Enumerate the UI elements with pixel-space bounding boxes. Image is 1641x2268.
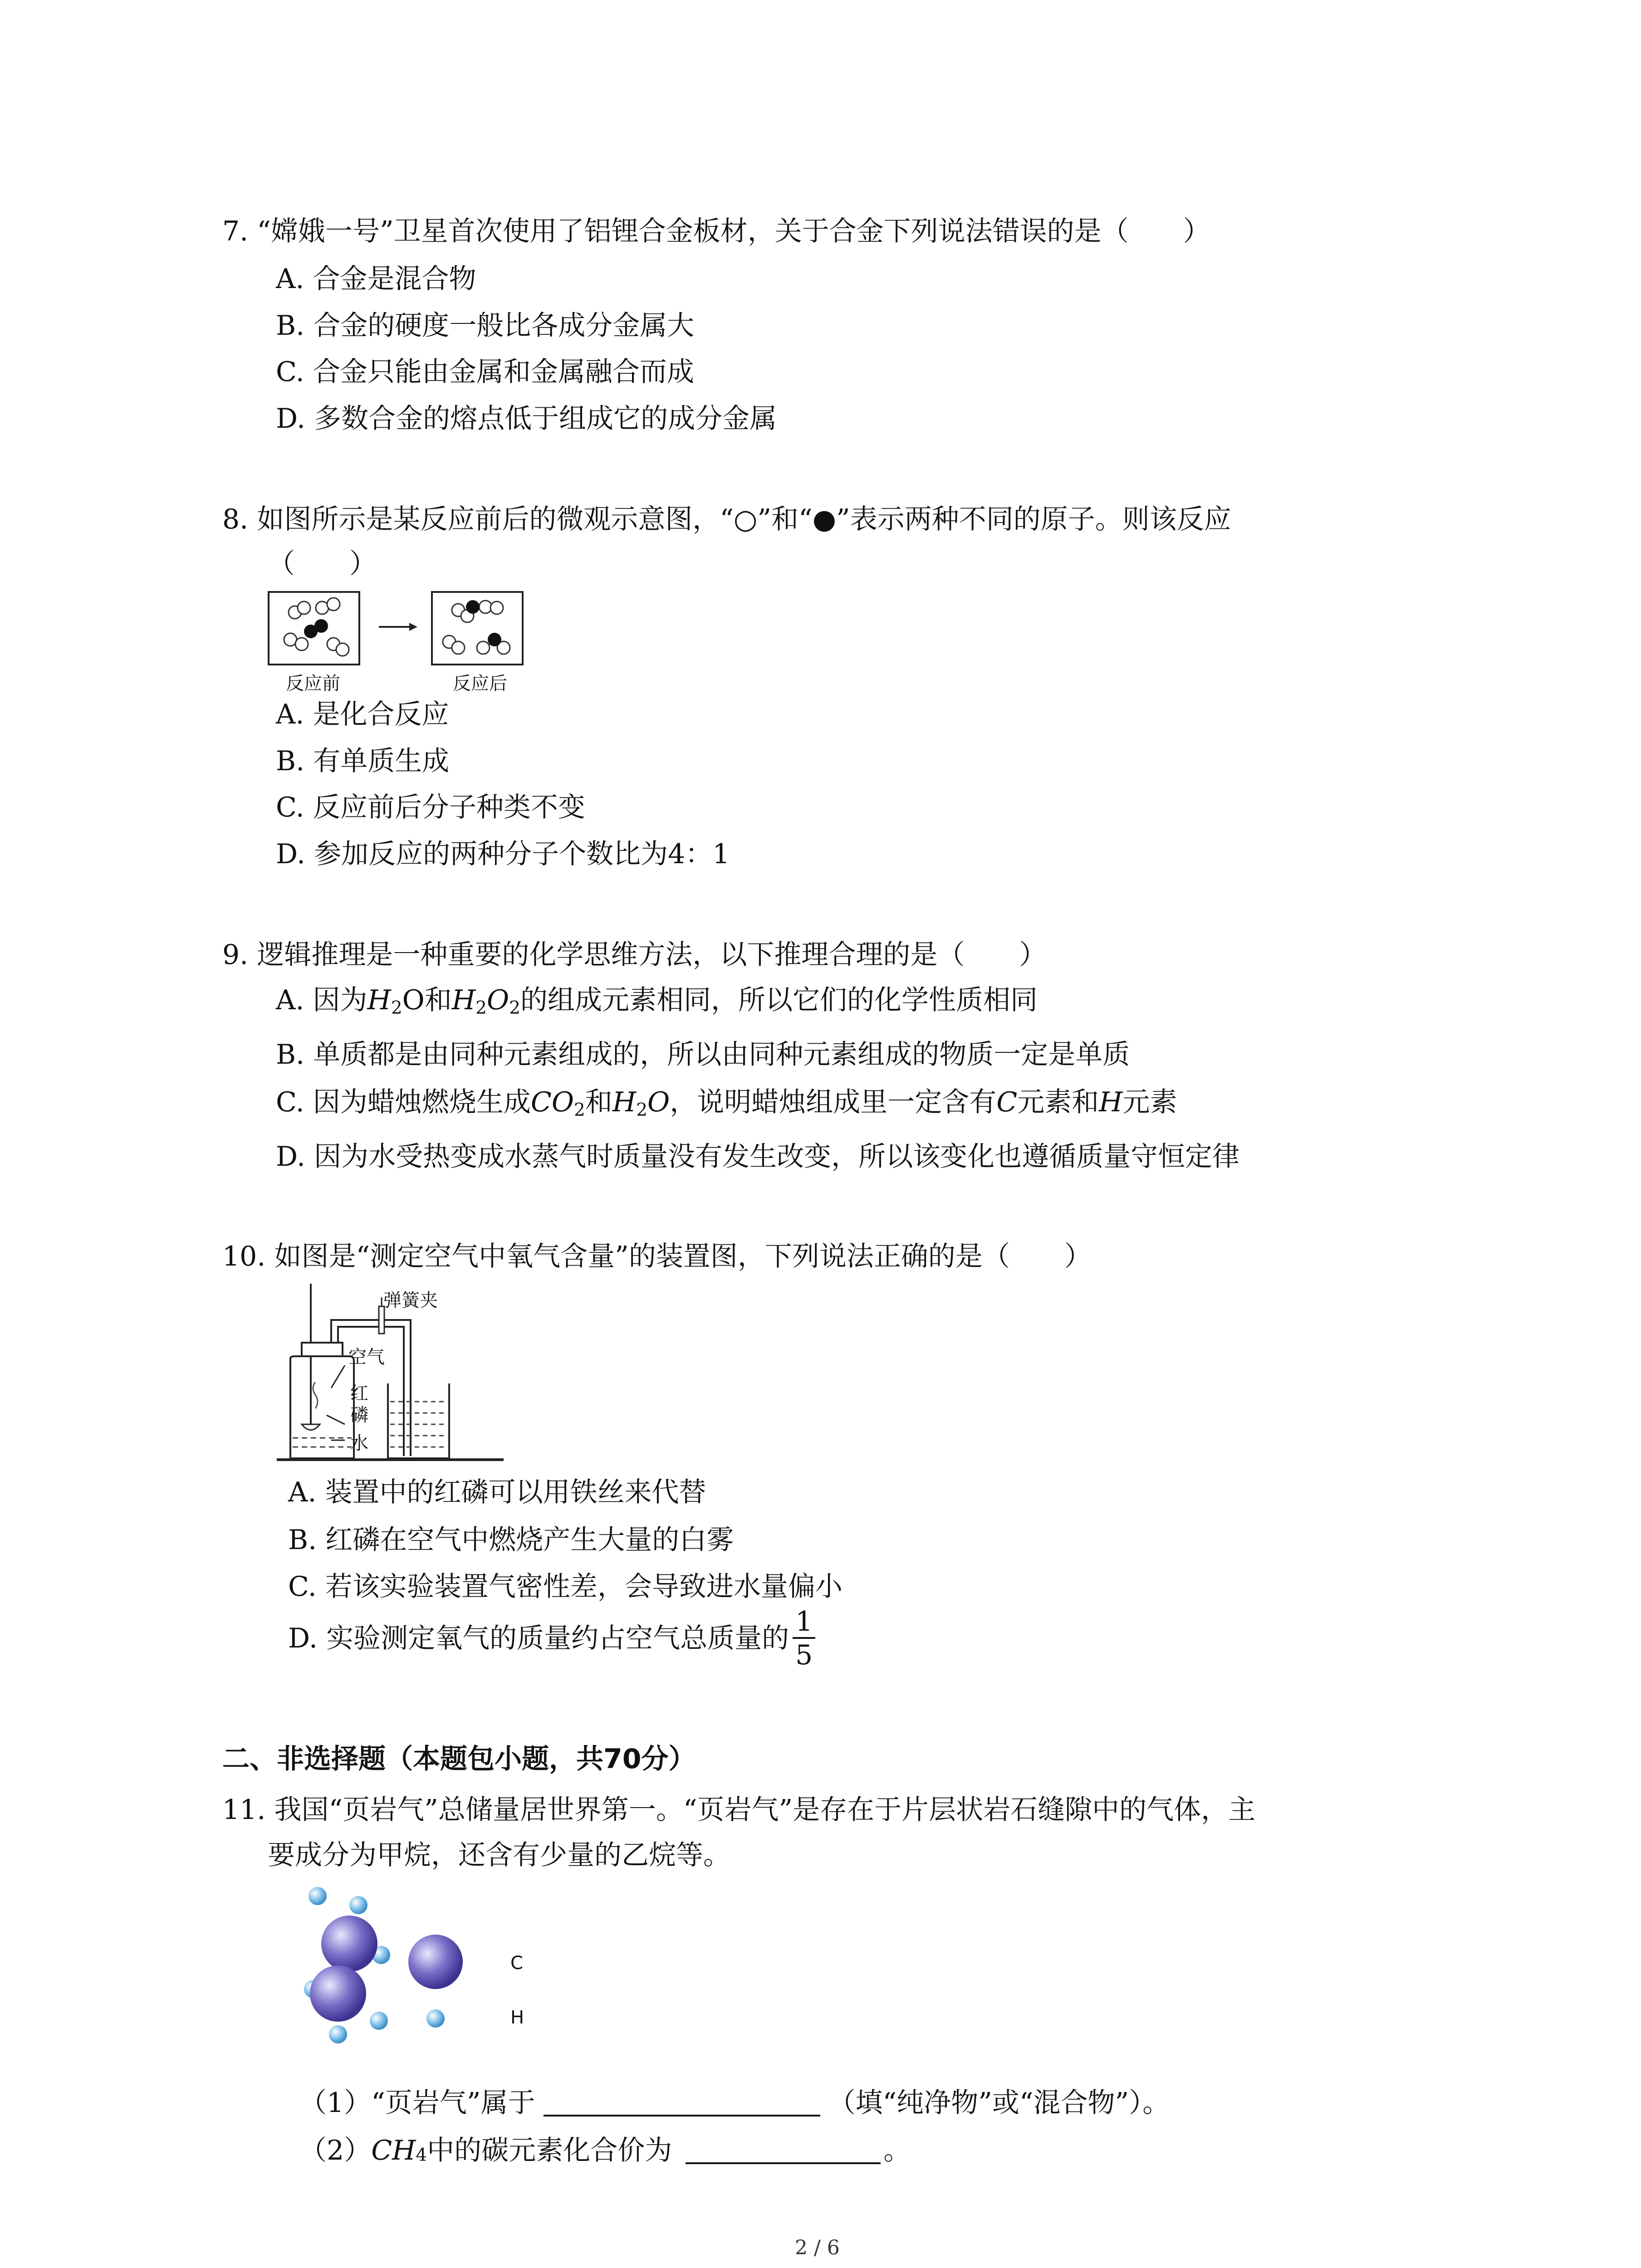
q9-option-d: D. 因为水受热变成水蒸气时质量没有发生改变，所以该变化也遵循质量守恒定律 [276, 1141, 1240, 1173]
q10-option-d: D. 实验测定氧气的质量约占空气总质量的 $\frac{1}{5}$ [288, 1608, 815, 1669]
q11-stem-line1: 11. 我国“页岩气”总储量居世界第一。“页岩气”是存在于片层状岩石缝隙中的气体，主 [222, 1794, 1256, 1826]
hydrogen-atom-legend [426, 2009, 445, 2028]
q7-stem: 7. “嫦娥一号”卫星首次使用了铝锂合金板材，关于合金下列说法错误的是（ ） [222, 215, 1210, 247]
q8-option-b: B. 有单质生成 [276, 745, 450, 777]
q9-option-a: A. 因为$H_2O$和$H_2O_2$的组成元素相同，所以它们的化学性质相同 [276, 984, 1038, 1018]
carbon-atom-legend [408, 1935, 463, 1989]
q8-label-after: 反应后 [453, 673, 507, 694]
ethane-molecule [304, 1887, 390, 2043]
page-number: 2 / 6 [795, 2236, 840, 2259]
q10-label-clamp: 弹簧夹 [383, 1290, 438, 1311]
q8-option-c: C. 反应前后分子种类不变 [276, 792, 585, 823]
q11-label-c: C [510, 1953, 523, 1974]
q10-option-a: A. 装置中的红磷可以用铁丝来代替 [288, 1476, 706, 1508]
before-black-molecule [304, 619, 328, 638]
q7-option-b: B. 合金的硬度一般比各成分金属大 [276, 310, 695, 342]
q9-stem: 9. 逻辑推理是一种重要的化学思维方法，以下推理合理的是（ ） [222, 939, 1047, 971]
q8-stem-bracket: （ ） [268, 548, 377, 580]
q10-option-c: C. 若该实验装置气密性差，会导致进水量偏小 [288, 1571, 843, 1603]
q11-stem-line2: 要成分为甲烷，还含有少量的乙烷等。 [268, 1839, 730, 1871]
q9-option-b: B. 单质都是由同种元素组成的，所以由同种元素组成的物质一定是单质 [276, 1039, 1130, 1070]
q10-stem: 10. 如图是“测定空气中氧气含量”的装置图，下列说法正确的是（ ） [222, 1241, 1092, 1272]
q11-molecule-model [290, 1882, 572, 2064]
q11-answer-blank-1[interactable] [544, 2087, 820, 2116]
q11-sub1: （1）“页岩气”属于 （填“纯净物”或“混合物”）。 [299, 2087, 1170, 2119]
flame-icon [313, 1382, 318, 1408]
q10-option-b: B. 红磷在空气中燃烧产生大量的白雾 [288, 1524, 734, 1556]
q8-label-before: 反应前 [286, 673, 340, 694]
stopper [302, 1343, 343, 1356]
q8-option-a: A. 是化合反应 [276, 699, 449, 730]
q7-option-d: D. 多数合金的熔点低于组成它的成分金属 [276, 403, 777, 435]
section-2-title: 二、非选择题（本题包小题，共70分） [222, 1743, 696, 1775]
fraction: $\frac{1}{5}$ [793, 1608, 815, 1669]
q11-answer-blank-2[interactable] [686, 2134, 881, 2164]
q10-label-water: 水 [350, 1433, 368, 1454]
q8-stem: 8. 如图所示是某反应前后的微观示意图，“○”和“●”表示两种不同的原子。则该反应 [222, 503, 1231, 535]
q10-label-red: 红 [350, 1383, 368, 1404]
q11-label-h: H [510, 2007, 524, 2028]
jar [290, 1356, 354, 1458]
q10-label-phosphorus: 磷 [350, 1405, 368, 1426]
q8-option-d: D. 参加反应的两种分子个数比为4：1 [276, 838, 730, 870]
q7-option-a: A. 合金是混合物 [276, 263, 476, 295]
q9-option-c: C. 因为蜡烛燃烧生成$CO_2$和$H_2O$，说明蜡烛组成里一定含有C元素和H元素 [276, 1086, 1177, 1120]
q11-sub2: （2） CH 4 中的碳元素化合价为 。 [299, 2135, 911, 2166]
q7-option-c: C. 合金只能由金属和金属融合而成 [276, 356, 694, 388]
q10-label-air: 空气 [348, 1347, 385, 1368]
